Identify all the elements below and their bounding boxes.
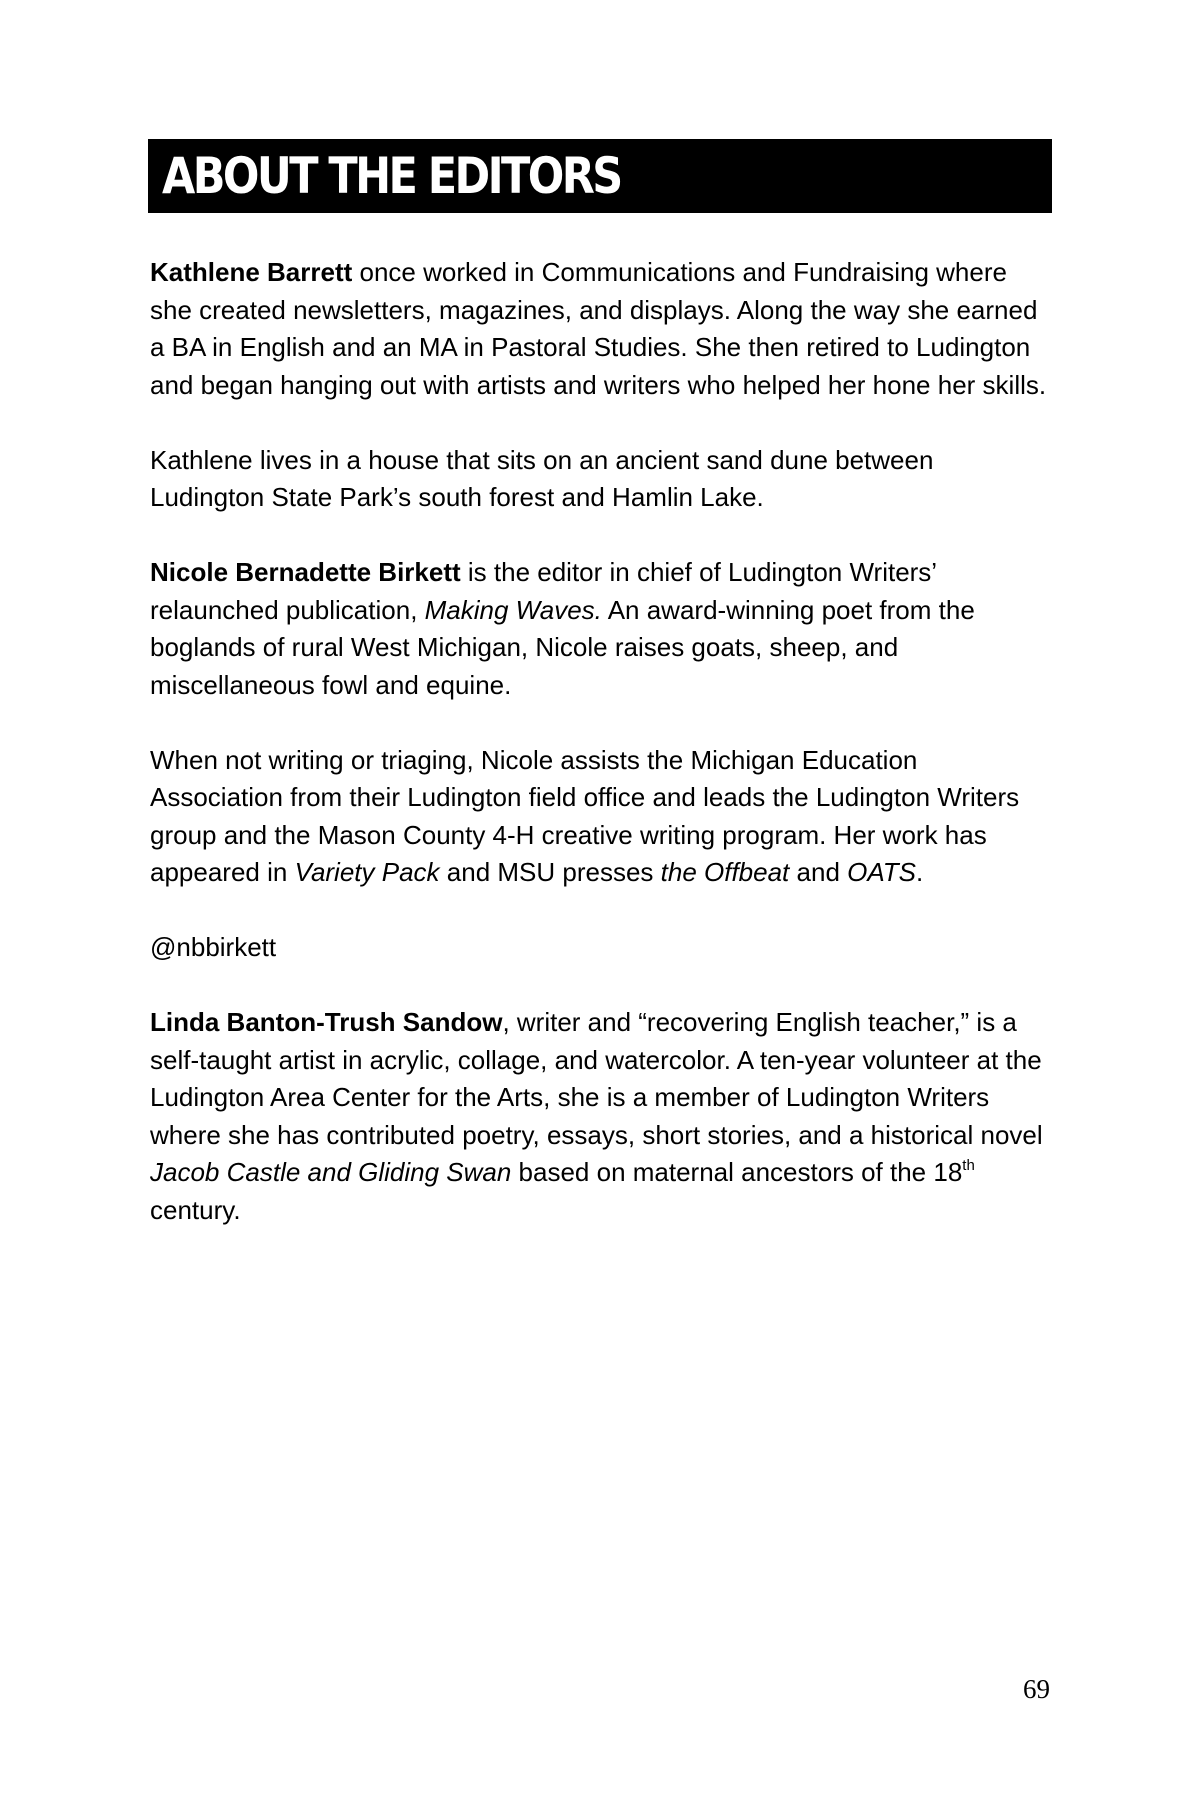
section-heading-bar <box>148 139 1052 213</box>
sandow-bio-text-1: , writer and “recovering English teacher,” is a self-taught artist in acrylic, collage, and watercolor. A ten-year volunteer at the Ludington Area Center for the Arts, she is a member of Ludington Writers where she has contributed poetry, essays, short stories, and a historical novel <box>150 1007 1043 1150</box>
section-heading: ABOUT THE EDITORS <box>162 147 621 205</box>
editors-content <box>150 254 1050 1267</box>
birkett-work-text-4: . <box>915 857 924 887</box>
work-title-offbeat: the Offbeat <box>660 857 790 887</box>
birkett-work-text-3: and <box>789 857 848 887</box>
novel-title: Jacob Castle and Gliding Swan <box>150 1157 512 1187</box>
birkett-work-text-1: When not writing or triaging, Nicole assists the Michigan Education Association from their Ludington field office and leads the Ludington Writers group and the Mason County 4-H creative writing program. Her work has appeared in <box>150 744 1020 887</box>
birkett-bio-text-2: An award-winning poet from the boglands of rural West Michigan, Nicole raises goats, sheep, and miscellaneous fowl and equine. <box>150 594 975 700</box>
publication-title: Making Waves. <box>424 594 602 625</box>
editor-name-birkett: Nicole Bernadette Birkett <box>150 557 461 587</box>
sandow-bio-text-3: century. <box>150 1194 241 1225</box>
barrett-bio-paragraph <box>150 254 1050 404</box>
barrett-home-paragraph: Kathlene lives in a house that sits on an ancient sand dune between Ludington State Park’s south forest and Hamlin Lake. <box>150 444 934 512</box>
birkett-bio-paragraph <box>150 554 1050 704</box>
editor-name-barrett: Kathlene Barrett <box>150 257 353 287</box>
birkett-work-text-2: and MSU presses <box>439 857 661 887</box>
ordinal-suffix: th <box>962 1157 975 1174</box>
work-title-variety-pack: Variety Pack <box>294 857 440 887</box>
sandow-bio-text-2: based on maternal ancestors of the 18 <box>511 1157 963 1187</box>
sandow-bio-paragraph <box>150 1004 1050 1229</box>
page-number: 69 <box>1023 1674 1050 1704</box>
editor-name-sandow: Linda Banton-Trush Sandow <box>150 1007 503 1037</box>
barrett-bio-text: once worked in Communications and Fundraising where she created newsletters, magazines, and displays. Along the way she earned a BA in English and an MA in Pastoral Studies. She then retired to Ludington and began hanging out with artists and writers who helped her hone her skills. <box>150 257 1047 400</box>
birkett-work-paragraph <box>150 742 1050 892</box>
birkett-bio-text-1: is the editor in chief of Ludington Writers’ relaunched publication, <box>150 557 937 625</box>
birkett-social-handle: @nbbirkett <box>150 932 277 962</box>
work-title-oats: OATS <box>847 857 916 887</box>
